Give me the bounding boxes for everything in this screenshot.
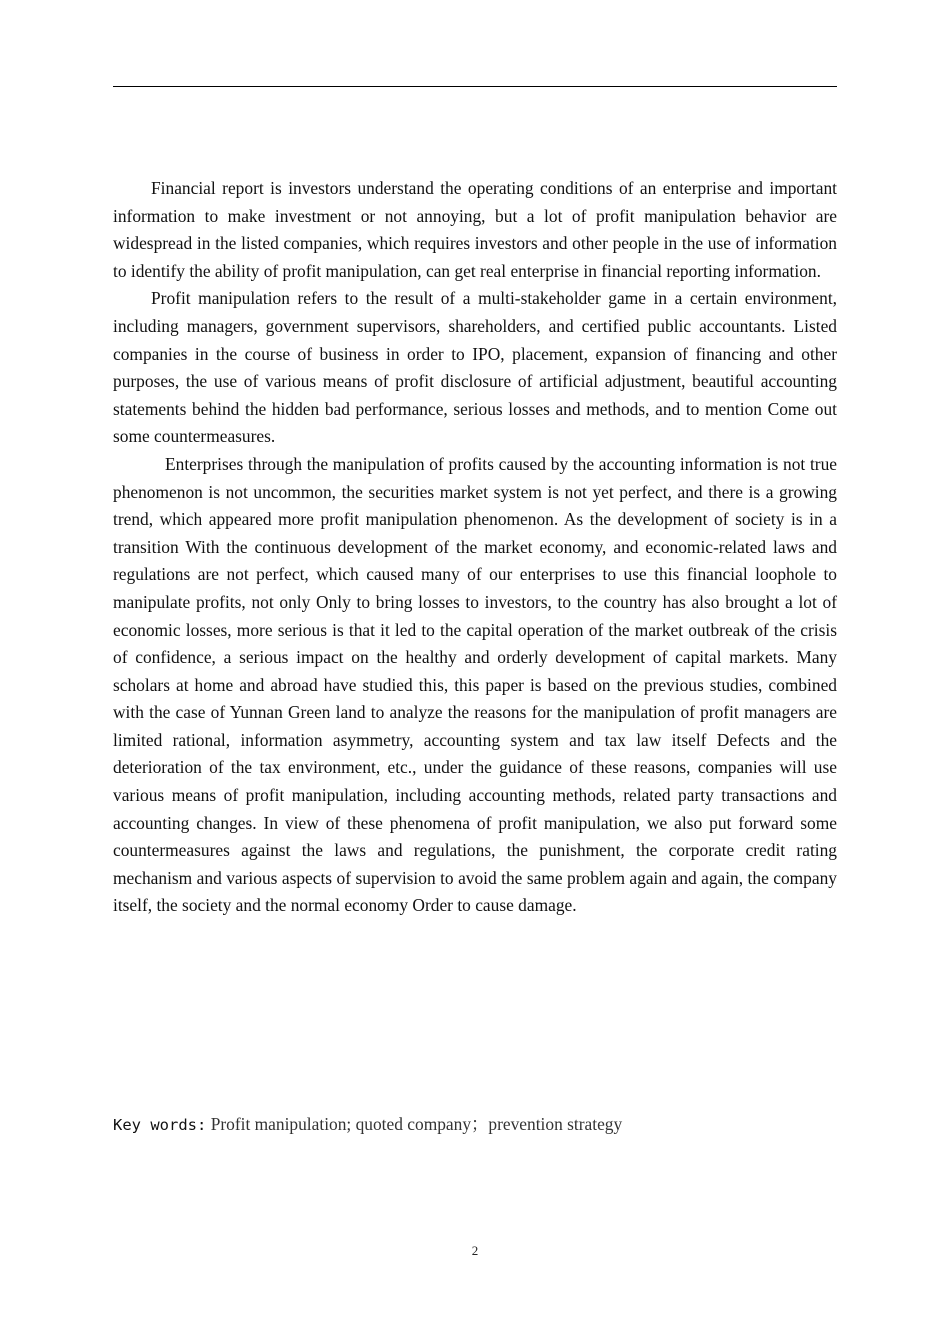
header-rule	[113, 86, 837, 87]
page-number: 2	[471, 1243, 479, 1258]
abstract-body	[113, 175, 837, 920]
keywords-value: Profit manipulation; quoted company；prevention strategy	[210, 1114, 623, 1134]
abstract-paragraph: Enterprises through the manipulation of profits caused by the accounting information is not true phenomenon is not uncommon, the securities market system is not yet perfect, and there is a growing trend, which appeared more profit manipulation phenomenon. As the development of society is in a transition With the continuous development of the market economy, and economic-related laws and regulations are not perfect, which caused many of our enterprises to use this financial loophole to manipulate profits, not only Only to bring losses to investors, to the country has also brought a lot of economic losses, more serious is that it led to the capital operation of the market outbreak of the crisis of confidence, a serious impact on the healthy and orderly development of capital markets. Many scholars at home and abroad have studied this, this paper is based on the previous studies, combined with the case of Yunnan Green land to analyze the reasons for the manipulation of profit managers are limited rational, information asymmetry, accounting system and tax law itself Defects and the deterioration of the tax environment, etc., under the guidance of these reasons, companies will use various means of profit manipulation, including accounting methods, related party transactions and accounting changes. In view of these phenomena of profit manipulation, we also put forward some countermeasures against the laws and regulations, the punishment, the corporate credit rating mechanism and various aspects of supervision to avoid the same problem again and again, the company itself, the society and the normal economy Order to cause damage.	[113, 453, 837, 916]
abstract-paragraph: Profit manipulation refers to the result of a multi-stakeholder game in a certain environment, including managers, government supervisors, shareholders, and certified public accountants. Listed companies in the course of business in order to IPO, placement, expansion of financing and other purposes, the use of various means of profit disclosure of artificial adjustment, beautiful accounting statements behind the hidden bad performance, serious losses and methods, and to mention Come out some countermeasures.	[113, 288, 837, 447]
abstract-paragraph: Financial report is investors understand the operating conditions of an enterprise and important information to make investment or not annoying, but a lot of profit manipulation behavior are widespread in the listed companies, which requires investors and other people in the use of information to identify the ability of profit manipulation, can get real enterprise in financial reporting information.	[113, 178, 837, 281]
keywords-label: Key words:	[113, 1116, 207, 1134]
keywords-line	[113, 1111, 837, 1139]
